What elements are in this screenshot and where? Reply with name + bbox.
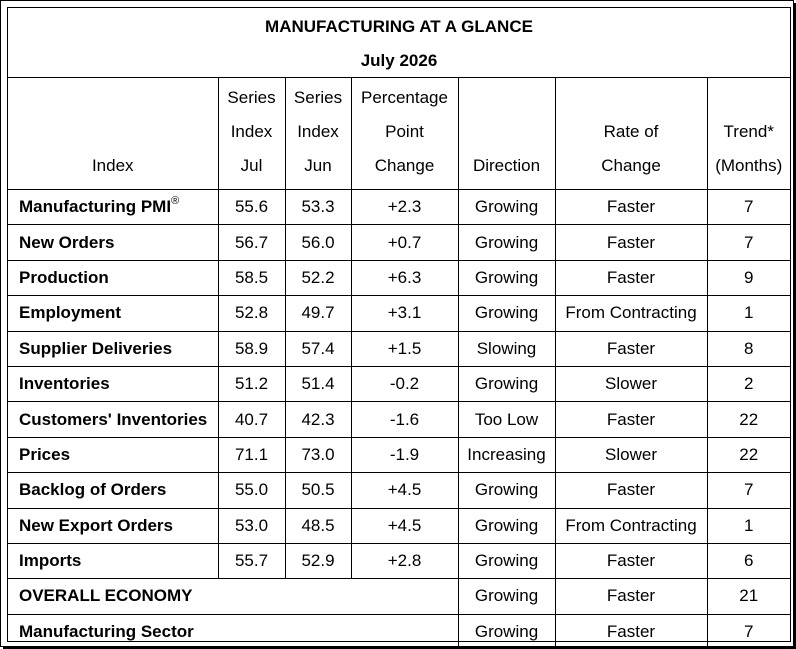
trend-months: 1 bbox=[707, 296, 790, 331]
trend-months: 22 bbox=[707, 402, 790, 437]
index-label: Backlog of Orders bbox=[19, 480, 167, 500]
trend-months: 9 bbox=[707, 260, 790, 295]
trend-months: 22 bbox=[707, 437, 790, 472]
table-row bbox=[8, 437, 790, 472]
trend-months: 7 bbox=[707, 225, 790, 260]
trend-months: 8 bbox=[707, 331, 790, 366]
title-block bbox=[8, 8, 790, 78]
index-label: Customers' Inventories bbox=[19, 409, 208, 429]
index-name bbox=[8, 296, 218, 331]
series-jul: 58.5 bbox=[218, 260, 285, 295]
series-jun: 57.4 bbox=[285, 331, 351, 366]
point-change: +1.5 bbox=[351, 331, 458, 366]
point-change: -1.6 bbox=[351, 402, 458, 437]
rate-of-change: From Contracting bbox=[555, 508, 707, 543]
direction: Growing bbox=[458, 190, 555, 225]
series-jul: 55.0 bbox=[218, 473, 285, 508]
rate-of-change: Faster bbox=[555, 614, 707, 649]
rate-of-change: Faster bbox=[555, 190, 707, 225]
direction: Growing bbox=[458, 296, 555, 331]
direction: Slowing bbox=[458, 331, 555, 366]
series-jun: 53.3 bbox=[285, 190, 351, 225]
index-name bbox=[8, 473, 218, 508]
index-label: Manufacturing PMI bbox=[19, 197, 172, 217]
rate-of-change: Faster bbox=[555, 260, 707, 295]
index-label: Supplier Deliveries bbox=[19, 338, 173, 358]
trend-months: 7 bbox=[707, 190, 790, 225]
direction: Growing bbox=[458, 366, 555, 401]
series-jul: 58.9 bbox=[218, 331, 285, 366]
report-subtitle: July 2026 bbox=[360, 51, 438, 70]
header-direction: Direction bbox=[458, 78, 555, 190]
point-change: +2.3 bbox=[351, 190, 458, 225]
index-label: Inventories bbox=[19, 374, 110, 394]
index-label: Employment bbox=[19, 303, 122, 323]
rate-of-change: Faster bbox=[555, 579, 707, 614]
table-row bbox=[8, 296, 790, 331]
table-row bbox=[8, 473, 790, 508]
series-jul: 52.8 bbox=[218, 296, 285, 331]
series-jun: 51.4 bbox=[285, 366, 351, 401]
rate-of-change: From Contracting bbox=[555, 296, 707, 331]
table-row bbox=[8, 225, 790, 260]
index-label: Imports bbox=[19, 551, 82, 571]
table-row bbox=[8, 366, 790, 401]
index-name bbox=[8, 225, 218, 260]
header-trend: Trend* (Months) bbox=[707, 78, 790, 190]
series-jun: 52.2 bbox=[285, 260, 351, 295]
index-name bbox=[8, 508, 218, 543]
point-change: +4.5 bbox=[351, 508, 458, 543]
direction: Growing bbox=[458, 543, 555, 578]
trend-months: 21 bbox=[707, 579, 790, 614]
index-name bbox=[8, 402, 218, 437]
series-jul: 55.7 bbox=[218, 543, 285, 578]
index-name bbox=[8, 331, 218, 366]
index-label: New Orders bbox=[19, 232, 115, 252]
trend-months: 6 bbox=[707, 543, 790, 578]
rate-of-change: Faster bbox=[555, 402, 707, 437]
trend-months: 7 bbox=[707, 473, 790, 508]
series-jun: 42.3 bbox=[285, 402, 351, 437]
table-row bbox=[8, 331, 790, 366]
table-row bbox=[8, 260, 790, 295]
index-label: Production bbox=[19, 267, 109, 287]
series-jun: 73.0 bbox=[285, 437, 351, 472]
series-jun: 49.7 bbox=[285, 296, 351, 331]
trend-months: 2 bbox=[707, 366, 790, 401]
series-jul: 53.0 bbox=[218, 508, 285, 543]
point-change: -0.2 bbox=[351, 366, 458, 401]
rate-of-change: Slower bbox=[555, 366, 707, 401]
rate-of-change: Faster bbox=[555, 225, 707, 260]
point-change: +4.5 bbox=[351, 473, 458, 508]
table-row bbox=[8, 508, 790, 543]
header-rate: Rate of Change bbox=[555, 78, 707, 190]
direction: Growing bbox=[458, 508, 555, 543]
series-jun: 50.5 bbox=[285, 473, 351, 508]
point-change: +6.3 bbox=[351, 260, 458, 295]
series-jul: 71.1 bbox=[218, 437, 285, 472]
series-jul: 51.2 bbox=[218, 366, 285, 401]
index-name bbox=[8, 260, 218, 295]
rate-of-change: Faster bbox=[555, 331, 707, 366]
rate-of-change: Faster bbox=[555, 473, 707, 508]
table-row bbox=[8, 402, 790, 437]
table-row bbox=[8, 190, 790, 225]
rate-of-change: Slower bbox=[555, 437, 707, 472]
header-change: Percentage Point Change bbox=[351, 78, 458, 190]
report-title: MANUFACTURING AT A GLANCE bbox=[265, 17, 533, 36]
registered-mark: ® bbox=[171, 195, 180, 208]
header-jun: Series Index Jun bbox=[285, 78, 351, 190]
glance-table bbox=[8, 77, 790, 649]
series-jun: 56.0 bbox=[285, 225, 351, 260]
index-name bbox=[8, 366, 218, 401]
point-change: +2.8 bbox=[351, 543, 458, 578]
header-row bbox=[8, 78, 790, 190]
header-index: Index bbox=[8, 78, 218, 190]
series-jul: 40.7 bbox=[218, 402, 285, 437]
direction: Growing bbox=[458, 614, 555, 649]
direction: Growing bbox=[458, 260, 555, 295]
series-jul: 56.7 bbox=[218, 225, 285, 260]
index-name bbox=[8, 543, 218, 578]
index-name bbox=[8, 190, 218, 225]
table-row bbox=[8, 543, 790, 578]
summary-name: Manufacturing Sector bbox=[8, 614, 458, 649]
trend-months: 7 bbox=[707, 614, 790, 649]
direction: Increasing bbox=[458, 437, 555, 472]
summary-row bbox=[8, 614, 790, 649]
index-label: Prices bbox=[19, 444, 71, 464]
direction: Growing bbox=[458, 473, 555, 508]
report-panel bbox=[7, 7, 791, 642]
index-name bbox=[8, 437, 218, 472]
series-jun: 52.9 bbox=[285, 543, 351, 578]
index-label: New Export Orders bbox=[19, 515, 173, 535]
point-change: +3.1 bbox=[351, 296, 458, 331]
summary-name: OVERALL ECONOMY bbox=[8, 579, 458, 614]
series-jul: 55.6 bbox=[218, 190, 285, 225]
rate-of-change: Faster bbox=[555, 543, 707, 578]
direction: Growing bbox=[458, 225, 555, 260]
direction: Too Low bbox=[458, 402, 555, 437]
direction: Growing bbox=[458, 579, 555, 614]
point-change: -1.9 bbox=[351, 437, 458, 472]
series-jun: 48.5 bbox=[285, 508, 351, 543]
trend-months: 1 bbox=[707, 508, 790, 543]
summary-row bbox=[8, 579, 790, 614]
header-jul: Series Index Jul bbox=[218, 78, 285, 190]
point-change: +0.7 bbox=[351, 225, 458, 260]
